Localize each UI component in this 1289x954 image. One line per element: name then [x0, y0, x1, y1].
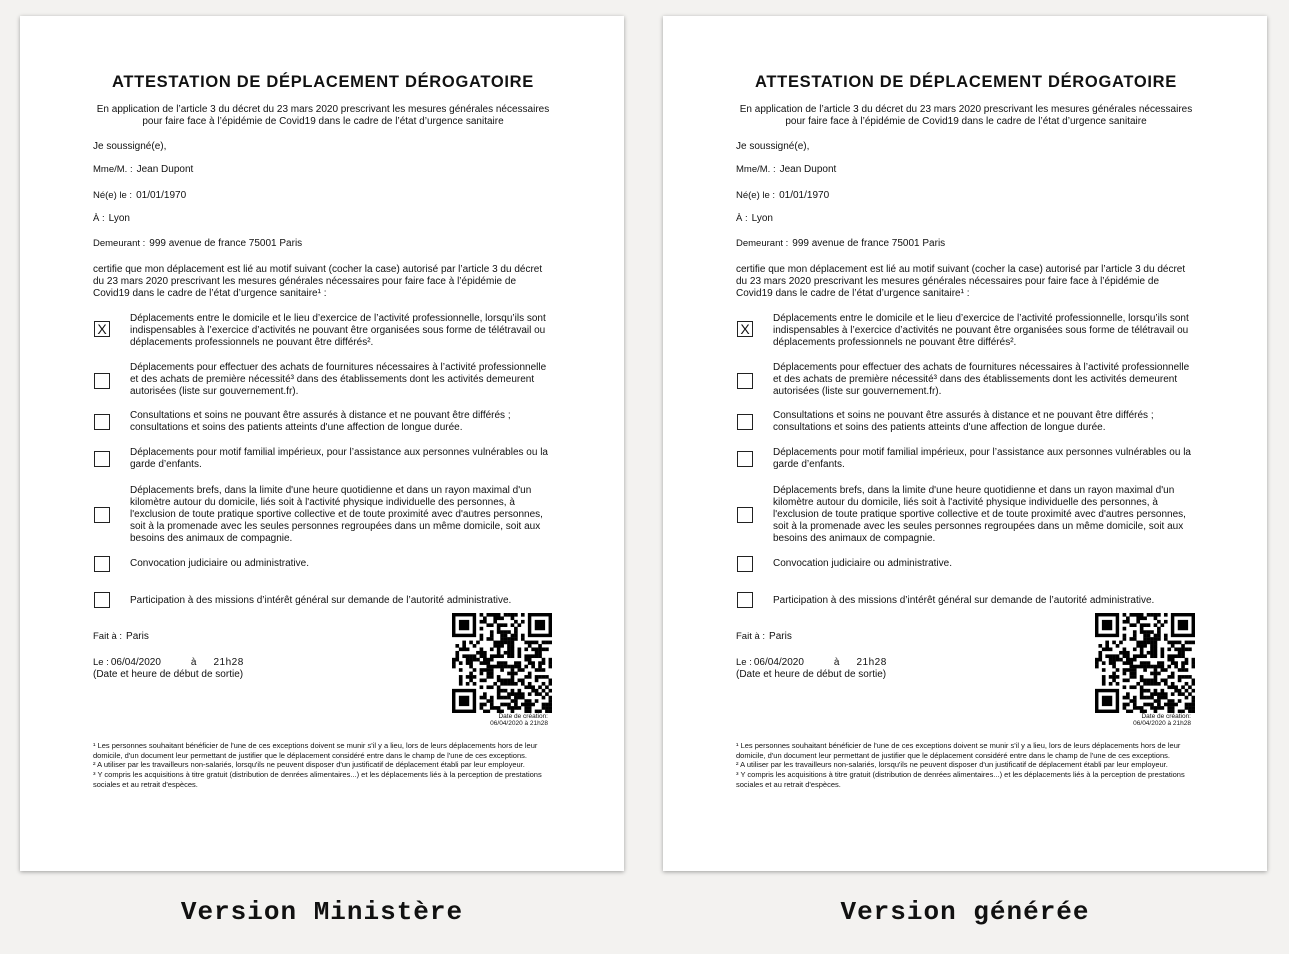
reason-text: Déplacements brefs, dans la limite d'une heure quotidienne et dans un rayon maximal d'un kilomètre autour du domicile, liés soit à l'activité physique individuelle des personnes, à l'exclusion de toute pratique sportive collective et de toute proximité avec d'autres personnes, soit à la promenade avec les seules personnes regroupées dans un même domicile, soit aux besoins des animaux de compagnie. — [130, 485, 543, 544]
document-title: ATTESTATION DE DÉPLACEMENT DÉROGATOIRE — [112, 73, 534, 91]
reason-checkbox[interactable] — [737, 373, 753, 389]
address-value[interactable]: 999 avenue de france 75001 Paris — [149, 238, 303, 249]
reason-text: Déplacements pour motif familial impérieux, pour l’assistance aux personnes vulnérables ou la garde d’enfants. — [773, 447, 1191, 470]
reason-text: Déplacements entre le domicile et le lieu d’exercice de l’activité professionnelle, lorsqu’ils sont indispensables à l’exercice d’activités ne pouvant être organisées sous forme de télétravail ou déplacements professionnels ne pouvant être différés². — [773, 313, 1189, 348]
document-title: ATTESTATION DE DÉPLACEMENT DÉROGATOIRE — [755, 73, 1177, 91]
footnote-3: ³ Y compris les acquisitions à titre gratuit (distribution de denrées alimentaires...) et les déplacements liés à la perception de prestations sociales et au retrait d'espèces. — [93, 770, 542, 789]
reason-checkbox[interactable] — [94, 451, 110, 467]
qr-caption-value: 06/04/2020 à 21h28 — [1133, 720, 1191, 727]
footnote-2: ² A utiliser par les travailleurs non-salariés, lorsqu'ils ne peuvent disposer d'un justificatif de déplacement établi par leur employeur. — [93, 760, 525, 770]
reason-text: Participation à des missions d’intérêt général sur demande de l’autorité administrative. — [773, 595, 1155, 606]
soussigne-text: Je soussigné(e), — [736, 141, 810, 152]
reason-text: Consultations et soins ne pouvant être assurés à distance et ne pouvant être différés ; consultations et soins des patients atteints d'une affection de longue durée. — [773, 410, 1154, 433]
qr-creation-date — [1116, 713, 1191, 727]
document-generee — [663, 16, 1267, 871]
name-row — [93, 164, 193, 176]
time-value[interactable]: 21h28 — [856, 657, 887, 668]
certifie-text: certifie que mon déplacement est lié au motif suivant (cocher la case) autorisé par l’article 3 du décret du 23 mars 2020 prescrivant les mesures générales nécessaires pour faire face à l’épidémie de Covid19 dans le cadre de l’état d’urgence sanitaire¹ : — [93, 264, 543, 299]
qr-code — [1095, 613, 1195, 713]
soussigne-text: Je soussigné(e), — [93, 141, 167, 152]
birthplace-value[interactable]: Lyon — [751, 213, 773, 224]
footnotes — [93, 741, 553, 790]
qr-caption-label: Date de création: — [1141, 713, 1191, 720]
reason-text: Déplacements pour motif familial impérieux, pour l’assistance aux personnes vulnérables ou la garde d’enfants. — [130, 447, 548, 470]
caption-ministere: Version Ministère — [180, 897, 464, 927]
footnotes — [736, 741, 1196, 790]
birthplace-label: À : — [736, 213, 748, 224]
birthplace-row — [736, 213, 773, 225]
date-value[interactable]: 06/04/2020 — [110, 657, 161, 668]
fait-row — [736, 631, 792, 643]
reason-checkbox[interactable]: X — [94, 321, 110, 337]
le-label: Le : — [93, 657, 109, 668]
name-label: Mme/M. : — [736, 164, 776, 175]
time-value[interactable]: 21h28 — [213, 657, 244, 668]
address-label: Demeurant : — [736, 238, 789, 249]
address-row — [93, 238, 302, 250]
birth-value[interactable]: 01/01/1970 — [779, 190, 830, 201]
reason-text: Convocation judiciaire ou administrative. — [130, 558, 309, 569]
date-value[interactable]: 06/04/2020 — [753, 657, 804, 668]
a-label: à — [190, 657, 197, 668]
qr-caption-label: Date de création: — [498, 713, 548, 720]
reason-checkbox[interactable] — [737, 507, 753, 523]
fait-label: Fait à : — [736, 631, 766, 642]
reason-checkbox[interactable] — [94, 592, 110, 608]
reason-checkbox[interactable] — [737, 556, 753, 572]
qr-creation-date — [473, 713, 548, 727]
date-note: (Date et heure de début de sortie) — [93, 669, 244, 680]
address-label: Demeurant : — [93, 238, 146, 249]
reason-text: Déplacements brefs, dans la limite d'une heure quotidienne et dans un rayon maximal d'un kilomètre autour du domicile, liés soit à l'activité physique individuelle des personnes, à l'exclusion de toute pratique sportive collective et de toute proximité avec d'autres personnes, soit à la promenade avec les seules personnes regroupées dans un même domicile, soit aux besoins des animaux de compagnie. — [773, 485, 1186, 544]
reason-checkbox[interactable] — [94, 414, 110, 430]
name-label: Mme/M. : — [93, 164, 133, 175]
footnote-2: ² A utiliser par les travailleurs non-salariés, lorsqu'ils ne peuvent disposer d'un justificatif de déplacement établi par leur employeur. — [736, 760, 1168, 770]
reason-text: Déplacements entre le domicile et le lieu d’exercice de l’activité professionnelle, lorsqu’ils sont indispensables à l’exercice d’activités ne pouvant être organisées sous forme de télétravail ou déplacements professionnels ne pouvant être différés². — [130, 313, 546, 348]
reason-checkbox[interactable] — [737, 451, 753, 467]
birth-label: Né(e) le : — [736, 190, 776, 201]
certifie-text: certifie que mon déplacement est lié au motif suivant (cocher la case) autorisé par l’article 3 du décret du 23 mars 2020 prescrivant les mesures générales nécessaires pour faire face à l’épidémie de Covid19 dans le cadre de l’état d’urgence sanitaire¹ : — [736, 264, 1186, 299]
reason-text: Consultations et soins ne pouvant être assurés à distance et ne pouvant être différés ; consultations et soins des patients atteints d'une affection de longue durée. — [130, 410, 511, 433]
footnote-1: ¹ Les personnes souhaitant bénéficier de l'une de ces exceptions doivent se munir s'il y a lieu, lors de leurs déplacements hors de leur domicile, d'un document leur permettant de justifier que le déplacement considéré entre dans le champ de l'une de ces exceptions. — [93, 741, 538, 760]
date-row — [93, 657, 244, 669]
reason-checkbox[interactable] — [94, 373, 110, 389]
document-ministere — [20, 16, 624, 871]
date-row — [736, 657, 887, 669]
birthplace-value[interactable]: Lyon — [108, 213, 130, 224]
address-row — [736, 238, 945, 250]
reason-checkbox[interactable] — [94, 556, 110, 572]
fait-row — [93, 631, 149, 643]
name-value[interactable]: Jean Dupont — [136, 164, 194, 175]
reason-checkbox[interactable] — [737, 414, 753, 430]
fait-value[interactable]: Paris — [769, 631, 792, 642]
reason-checkbox[interactable]: X — [737, 321, 753, 337]
fait-value[interactable]: Paris — [126, 631, 149, 642]
a-label: à — [833, 657, 840, 668]
reason-text: Déplacements pour effectuer des achats de fournitures nécessaires à l’activité professionnelle et des achats de première nécessité³ dans des établissements dont les activités demeurent autorisées (liste sur gouvernement.fr). — [773, 362, 1190, 397]
qr-code — [452, 613, 552, 713]
footnote-1: ¹ Les personnes souhaitant bénéficier de l'une de ces exceptions doivent se munir s'il y a lieu, lors de leurs déplacements hors de leur domicile, d'un document leur permettant de justifier que le déplacement considéré entre dans le champ de l'une de ces exceptions. — [736, 741, 1181, 760]
reason-checkbox[interactable] — [737, 592, 753, 608]
birthplace-row — [93, 213, 130, 225]
birthplace-label: À : — [93, 213, 105, 224]
reason-checkbox[interactable] — [94, 507, 110, 523]
footnote-3: ³ Y compris les acquisitions à titre gratuit (distribution de denrées alimentaires...) et les déplacements liés à la perception de prestations sociales et au retrait d'espèces. — [736, 770, 1185, 789]
intro-text: En application de l’article 3 du décret du 23 mars 2020 prescrivant les mesures générales nécessaires pour faire face à l’épidémie de Covid19 dans le cadre de l’état d’urgence sanitaire — [96, 104, 550, 127]
le-label: Le : — [736, 657, 752, 668]
birth-value[interactable]: 01/01/1970 — [136, 190, 187, 201]
date-note: (Date et heure de début de sortie) — [736, 669, 887, 680]
reason-text: Déplacements pour effectuer des achats de fournitures nécessaires à l’activité professionnelle et des achats de première nécessité³ dans des établissements dont les activités demeurent autorisées (liste sur gouvernement.fr). — [130, 362, 547, 397]
qr-caption-value: 06/04/2020 à 21h28 — [490, 720, 548, 727]
birth-row — [736, 190, 829, 202]
reason-text: Convocation judiciaire ou administrative. — [773, 558, 952, 569]
birth-row — [93, 190, 186, 202]
caption-generee: Version générée — [840, 897, 1090, 927]
fait-label: Fait à : — [93, 631, 123, 642]
address-value[interactable]: 999 avenue de france 75001 Paris — [792, 238, 946, 249]
intro-text: En application de l’article 3 du décret du 23 mars 2020 prescrivant les mesures générales nécessaires pour faire face à l’épidémie de Covid19 dans le cadre de l’état d’urgence sanitaire — [739, 104, 1193, 127]
name-value[interactable]: Jean Dupont — [779, 164, 837, 175]
name-row — [736, 164, 836, 176]
reason-text: Participation à des missions d’intérêt général sur demande de l’autorité administrative. — [130, 595, 512, 606]
birth-label: Né(e) le : — [93, 190, 133, 201]
